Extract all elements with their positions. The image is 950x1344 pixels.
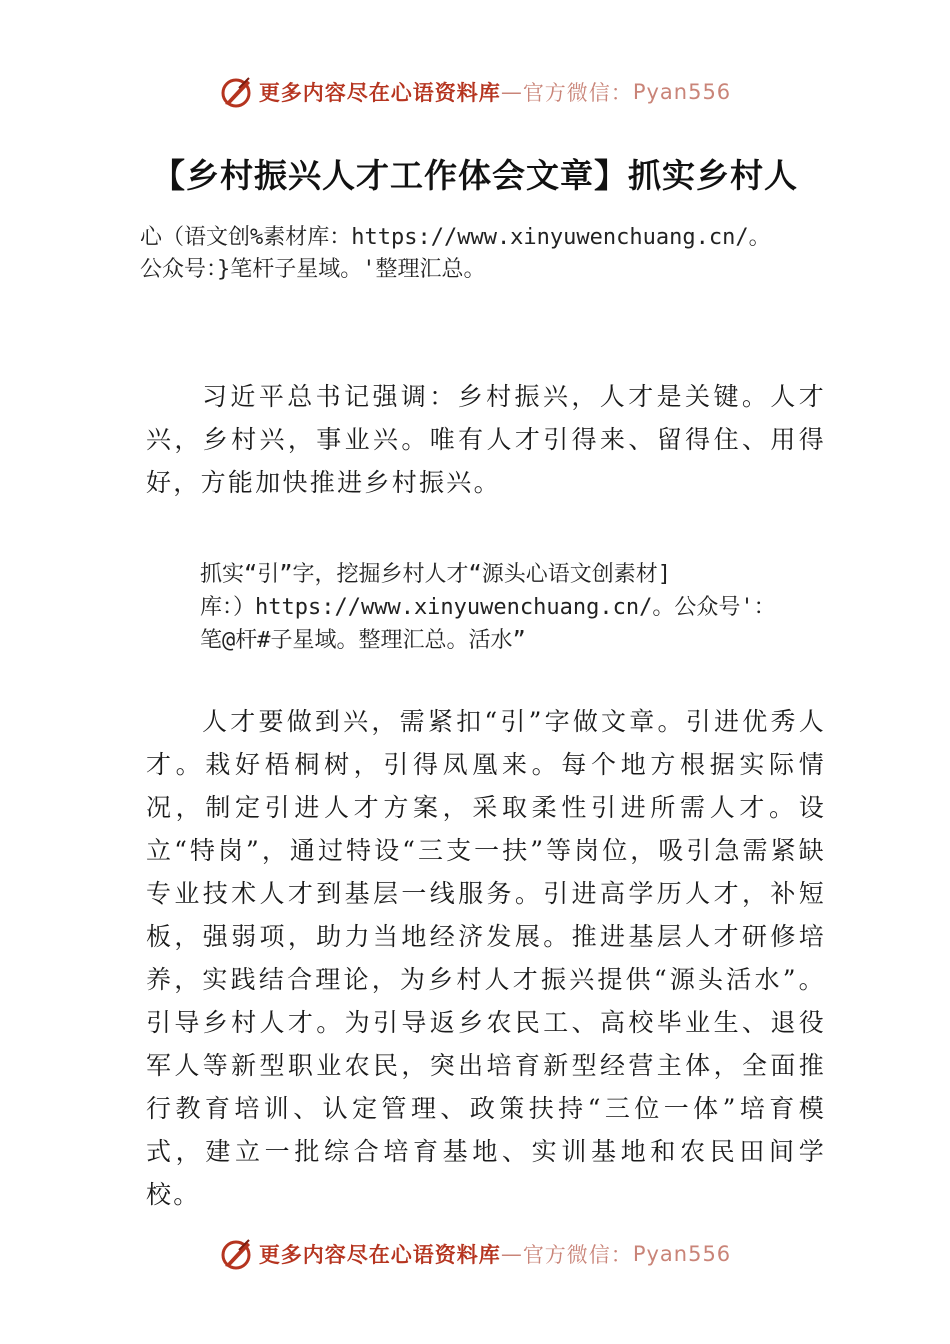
intro-paragraph: 习近平总书记强调：乡村振兴，人才是关键。人才兴，乡村兴，事业兴。唯有人才引得来、留得住、用得好，方能加快推进乡村振兴。 xyxy=(146,382,826,497)
header-banner xyxy=(0,70,950,114)
quill-logo-icon xyxy=(219,74,255,110)
section-heading xyxy=(200,558,840,657)
banner-wechat-handle: Pyan556 xyxy=(632,1242,732,1266)
source-note xyxy=(140,222,840,286)
source-note-line: 心（语文创%素材库：https://www.xinyuwenchuang.cn/。 xyxy=(140,225,771,250)
banner-dash: — xyxy=(500,1242,523,1266)
section-heading-line: 库：）https://www.xinyuwenchuang.cn/。公众号'： xyxy=(200,595,776,620)
banner-contact-label: 官方微信： xyxy=(522,1243,633,1267)
section-heading-line: 抓实“引”字，挖掘乡村人才“源头心语文创素材] xyxy=(200,562,671,587)
banner-text: 更多内容尽在心语资料库 xyxy=(258,81,501,105)
banner-text: 更多内容尽在心语资料库 xyxy=(258,1243,501,1267)
section-heading-line: 笔@杆#子星域。整理汇总。活水” xyxy=(200,628,526,653)
footer-banner xyxy=(0,1232,950,1276)
banner-contact-label: 官方微信： xyxy=(522,81,633,105)
body-paragraph: 人才要做到兴，需紧扣“引”字做文章。引进优秀人才。栽好梧桐树，引得凤凰来。每个地方根据实际情况，制定引进人才方案，采取柔性引进所需人才。设立“特岗”，通过特设“三支一扶”等岗位，吸引急需紧缺专业技术人才到基层一线服务。引进高学历人才，补短板，强弱项，助力当地经济发展。推进基层人才研修培养，实践结合理论，为乡村人才振兴提供“源头活水”。引导乡村人才。为引导返乡农民工、高校毕业生、退役军人等新型职业农民，突出培育新型经营主体，全面推行教育培训、认定管理、政策扶持“三位一体”培育模式，建立一批综合培育基地、实训基地和农民田间学校。 xyxy=(146,707,826,1209)
document-title: 【乡村振兴人才工作体会文章】抓实乡村人 xyxy=(152,156,798,195)
quill-logo-icon xyxy=(219,1236,255,1272)
source-note-line: 公众号：}笔杆子星域。'整理汇总。 xyxy=(140,257,486,282)
banner-wechat-handle: Pyan556 xyxy=(632,80,732,104)
banner-dash: — xyxy=(500,80,523,104)
